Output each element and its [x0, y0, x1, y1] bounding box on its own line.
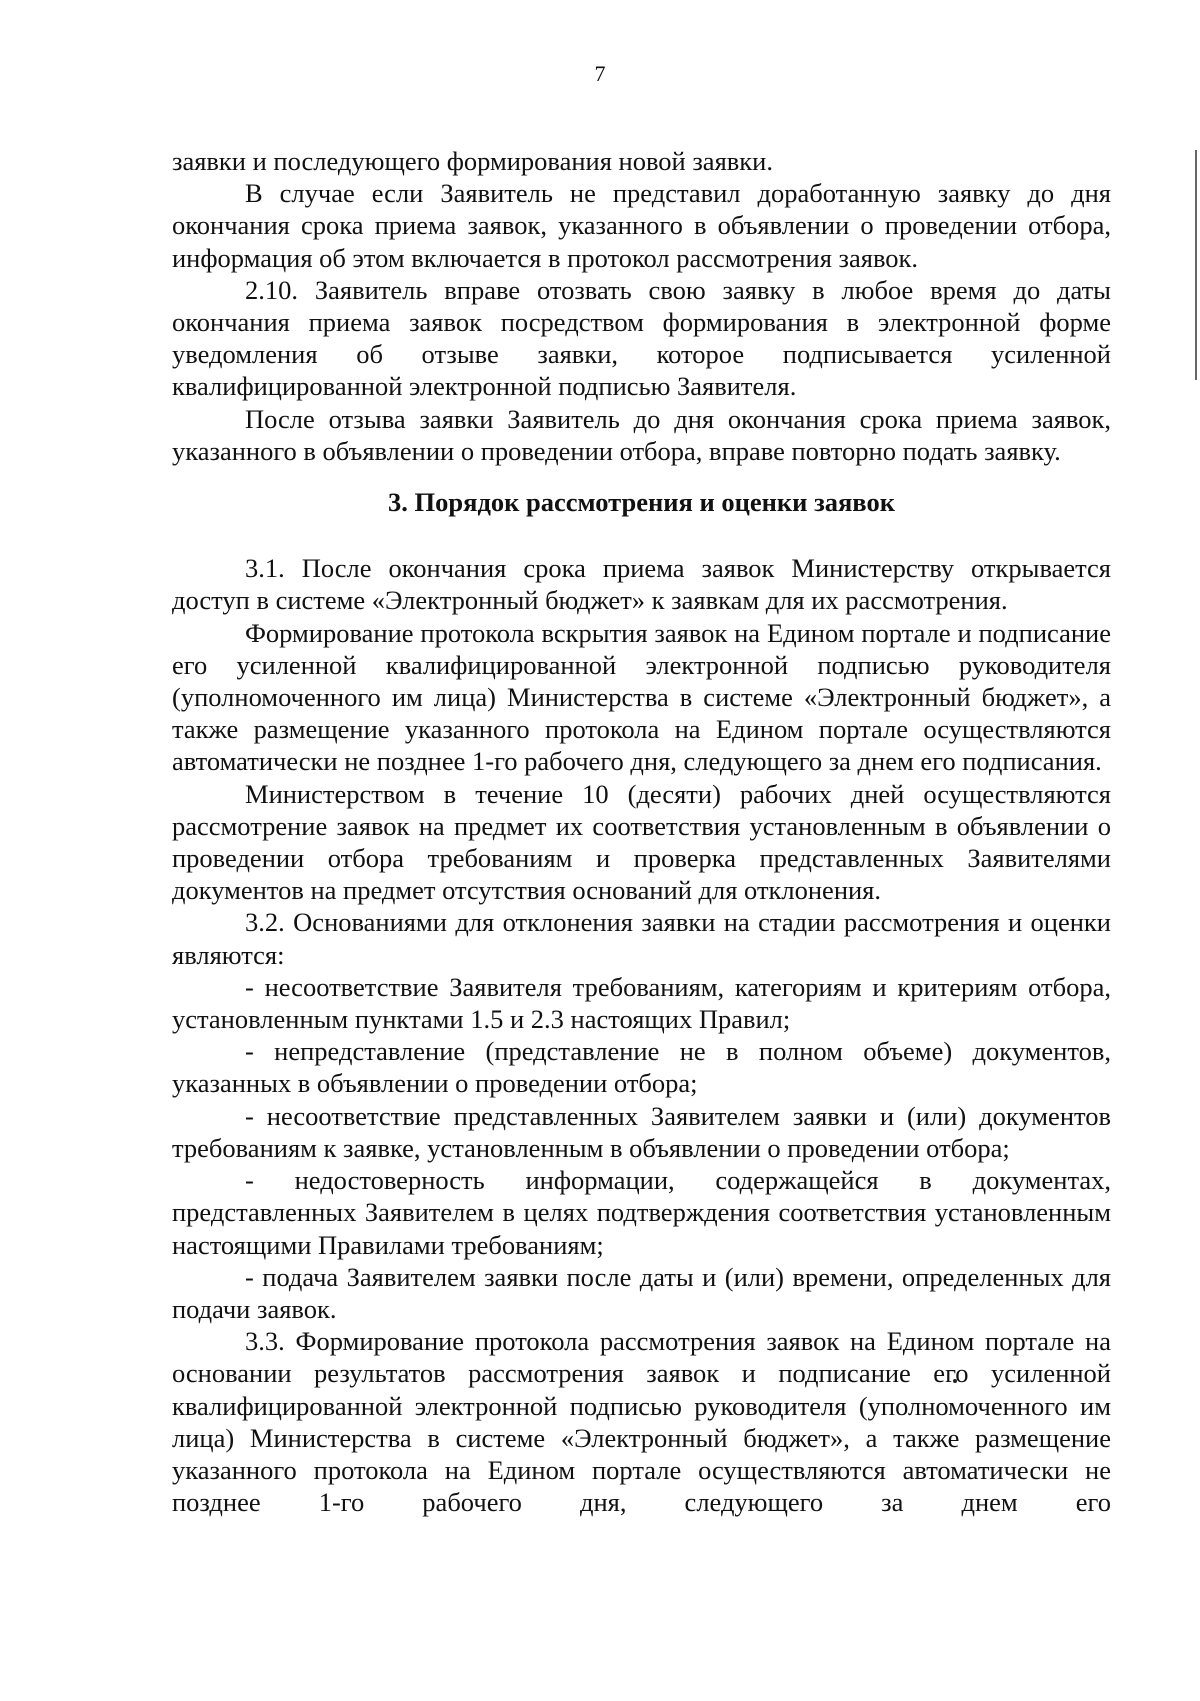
list-item: - несоответствие Заявителя требованиям, категориям и критериям отбора, установленным пунктами 1.5 и 2.3 настоящих Правил;	[172, 971, 1111, 1035]
list-item: - недостоверность информации, содержащейся в документах, представленных Заявителем в целях подтверждения соответствия установленным настоящими Правилами требованиям;	[172, 1165, 1111, 1260]
paragraph: Министерством в течение 10 (десяти) рабочих дней осуществляются рассмотрение заявок на предмет их соответствия установленным в объявлении о проведении отбора требованиям и проверка представленных Заявителями документов на предмет отсутствия оснований для отклонения.	[172, 778, 1111, 906]
page-number: 7	[594, 61, 606, 86]
paragraph: После отзыва заявки Заявитель до дня окончания срока приема заявок, указанного в объявлении о проведении отбора, вправе повторно подать заявку.	[172, 403, 1111, 466]
paragraph-clause-3-2: 3.2. Основаниями для отклонения заявки на стадии рассмотрения и оценки являются:	[172, 907, 1111, 970]
paragraph-clause-2-10: 2.10. Заявитель вправе отозвать свою заявку в любое время до даты окончания приема заявок посредством формирования в электронной форме уведомления об отзыве заявки, которое подписывается усиленной квалифицированной электронной подписью Заявителя.	[172, 274, 1111, 402]
document-body	[172, 145, 1111, 1518]
paragraph-clause-3-3: 3.3. Формирование протокола рассмотрения заявок на Едином портале на основании результатов рассмотрения заявок и подписание его усиленной квалифицированной электронной подписью руководителя (уполномоченного им лица) Министерства в системе «Электронный бюджет», а также размещение указанного протокола на Едином портале осуществляются автоматически не позднее 1-го рабочего дня, следующего за днем его	[172, 1326, 1111, 1518]
scan-edge-mark	[1195, 150, 1197, 380]
list-item: - подача Заявителем заявки после даты и (или) времени, определенных для подачи заявок.	[172, 1261, 1111, 1324]
list-item: - непредставление (представление не в полном объеме) документов, указанных в объявлении о проведении отбора;	[172, 1036, 1111, 1099]
list-item: - несоответствие представленных Заявителем заявки и (или) документов требованиям к заявке, установленным в объявлении о проведении отбора;	[172, 1100, 1111, 1163]
paragraph: Формирование протокола вскрытия заявок на Едином портале и подписание его усиленной квалифицированной электронной подписью руководителя (уполномоченного им лица) Министерства в системе «Электронный бюджет», а также размещение указанного протокола на Едином портале осуществляются автоматически не позднее 1-го рабочего дня, следующего за днем его подписания.	[172, 617, 1111, 777]
paragraph: В случае если Заявитель не представил доработанную заявку до дня окончания срока приема заявок, указанного в объявлении о проведении отбора, информация об этом включается в протокол рассмотрения заявок.	[172, 178, 1111, 273]
paragraph-continuation: заявки и последующего формирования новой заявки.	[172, 146, 773, 176]
section-heading: 3. Порядок рассмотрения и оценки заявок	[388, 487, 895, 518]
paragraph-clause-3-1: 3.1. После окончания срока приема заявок Министерству открывается доступ в системе «Электронный бюджет» к заявкам для их рассмотрения.	[172, 553, 1111, 616]
